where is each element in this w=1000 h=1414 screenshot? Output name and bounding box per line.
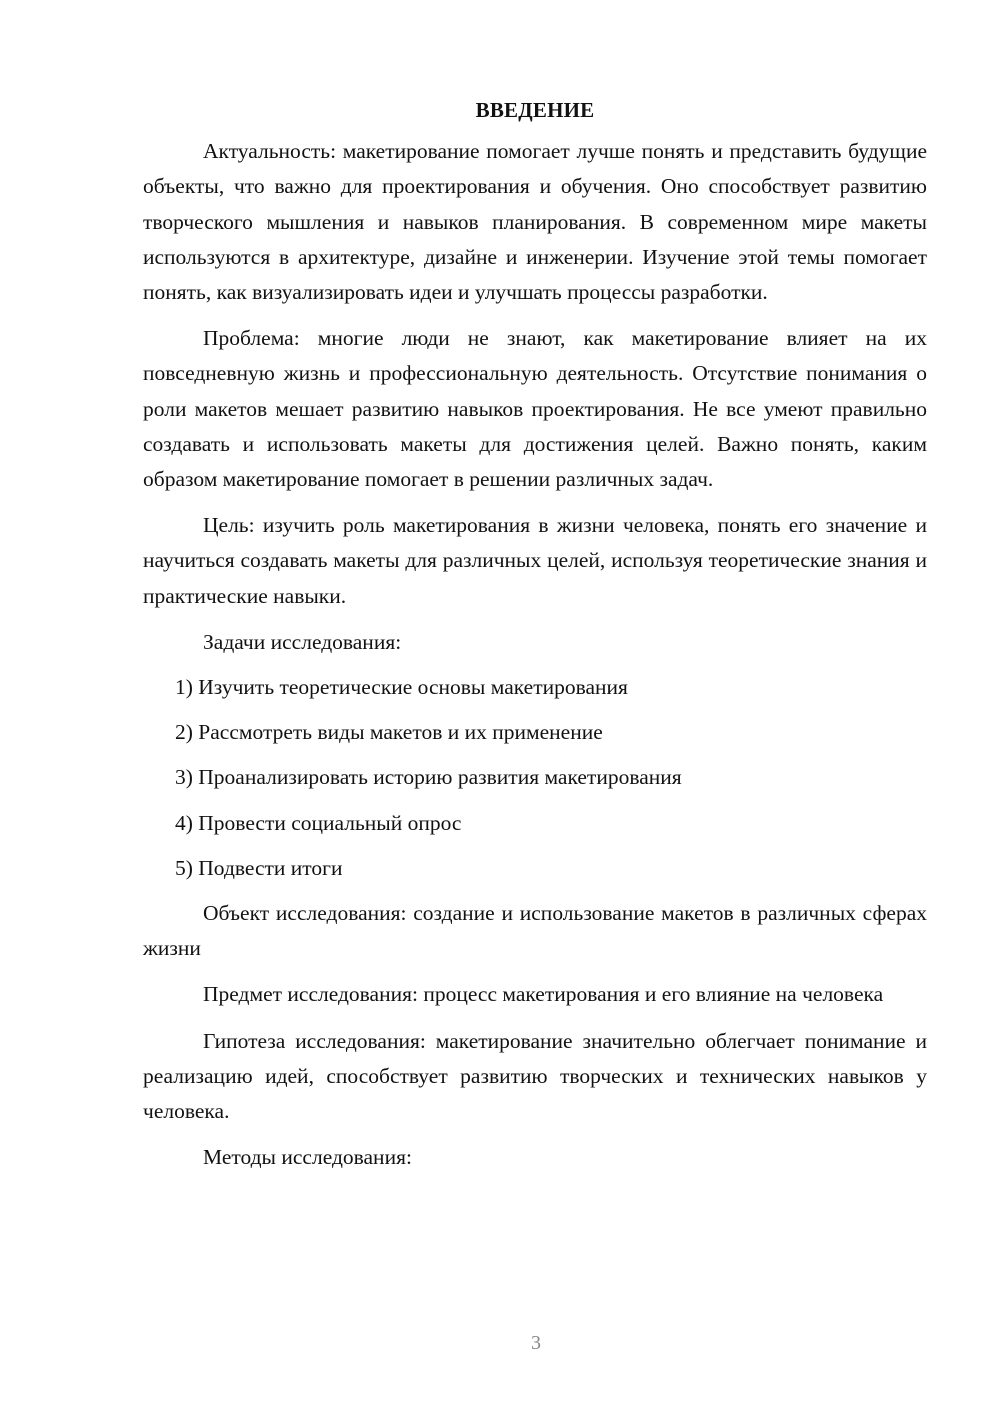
paragraph-hypothesis: Гипотеза исследования: макетирование значительно облегчает понимание и реализацию идей, способствует развитию творческих и технических навыков у человека. — [143, 1028, 927, 1124]
section-heading: ВВЕДЕНИЕ — [475, 98, 595, 122]
tasks-label: Задачи исследования: — [203, 629, 402, 654]
paragraph-object: Объект исследования: создание и использование макетов в различных сферах жизни — [143, 901, 927, 961]
paragraph-problem: Проблема: многие люди не знают, как макетирование влияет на их повседневную жизнь и профессиональную деятельность. Отсутствие понимания о роли макетов мешает развитию навыков проектирования. Не все умеют правильно создавать и использовать макеты для достижения целей. Важно понять, каким образом макетирование помогает в решении различных задач. — [143, 326, 927, 492]
task-item: 2) Рассмотреть виды макетов и их применение — [175, 720, 603, 745]
task-item: 1) Изучить теоретические основы макетирования — [175, 675, 628, 700]
methods-label: Методы исследования: — [203, 1145, 412, 1170]
paragraph-relevance: Актуальность: макетирование помогает лучше понять и представить будущие объекты, что важно для проектирования и обучения. Оно способствует развитию творческого мышления и навыков планирования. В современном мире макеты используются в архитектуре, дизайне и инженерии. Изучение этой темы помогает понять, как визуализировать идеи и улучшать процессы разработки. — [143, 139, 927, 305]
tasks-list — [143, 670, 927, 886]
task-item: 4) Провести социальный опрос — [175, 810, 462, 835]
paragraph-subject: Предмет исследования: процесс макетирования и его влияние на человека — [203, 982, 884, 1007]
paragraph-goal: Цель: изучить роль макетирования в жизни человека, понять его значение и научиться создавать макеты для различных целей, используя теоретические знания и практические навыки. — [143, 513, 927, 608]
page-content — [143, 93, 927, 1185]
page-number: 3 — [531, 1332, 541, 1354]
task-item: 5) Подвести итоги — [175, 855, 343, 880]
task-item: 3) Проанализировать историю развития макетирования — [175, 765, 682, 790]
